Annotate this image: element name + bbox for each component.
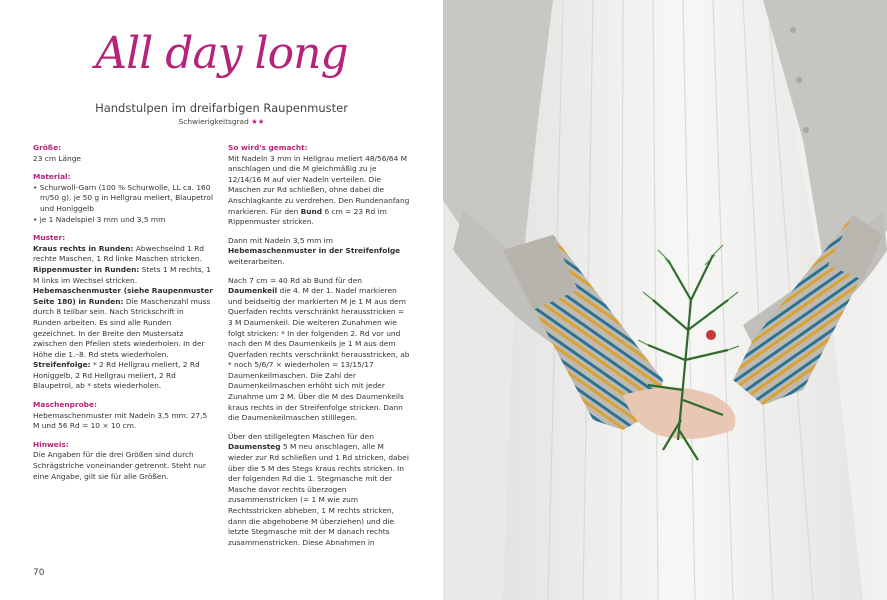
material-heading: Material: [33,172,71,182]
size-heading: Größe: [33,143,62,152]
pattern-kraus-text: Abwechselnd 1 Rd rechte Maschen, 1 Rd linke Maschen stricken. [33,243,204,264]
difficulty-label: Schwierigkeitsgrad [178,117,249,126]
hebemaschen-term: Hebemaschenmuster in der Streifenfolge [228,246,401,256]
pattern-ripp-text: Stets 1 M rechts, 1 M links im Wechsel stricken. [33,264,211,285]
product-photo [443,0,887,600]
pattern-stripes [33,360,213,392]
page-number: 70 [33,568,45,578]
pattern-ripp [33,265,213,286]
instructions-paragraph-1: Mit Nadeln 3 mm in Hellgrau meliert 48/56/64 M anschlagen und die M gleichmäßig zu je 12/14/16 M auf vier Nadeln verteilen. Die Maschen zur Rd schließen, ohne dabei die Anschlagkante zu verdrehen. Den Rundenanfang markieren. Für den Bund 6 cm = 23 Rd im Rippenmuster stricken. [228,153,410,227]
daumensteg-term: Daumensteg [228,442,281,452]
left-page [0,0,443,600]
pattern-stripes-label: Streifenfolge: [33,360,91,370]
pattern-kraus [33,244,213,265]
difficulty-rating [0,117,443,126]
pattern-hebe [33,286,213,360]
pattern-hebe-label: Hebemaschenmuster (siehe Raupenmuster Seite 180) in Runden: [33,286,213,306]
instructions-paragraph-2: Dann mit Nadeln 3,5 mm im Hebemaschenmuster in der Streifenfolge weiterarbeiten. [228,235,401,266]
instructions-paragraph-4: Über den stillgelegten Maschen für den Daumensteg 5 M neu anschlagen, alle M wieder zur Rd schließen und 1 Rd stricken, dabei über die 5 M des Stegs kraus rechts stricken. In der folgenden Rd die 1. Stegmasche mit der Masche davor rechts überzogen zusammenstricken (= 1 M wie zum Rechtsstricken abheben, 1 M rechts stricken, dann die abgehobene M überziehen) und die letzte Stegmasche mit der M danach rechts zusammenstricken. Diese Abnahmen in [228,431,409,547]
gauge-heading: Maschenprobe: [33,400,97,410]
pattern-kraus-label: Kraus rechts in Runden: [33,243,134,253]
material-item: • je 1 Nadelspiel 3 mm und 3,5 mm [33,214,166,224]
daumenkeil-term: Daumenkeil [228,286,278,296]
note-heading: Hinweis: [33,439,69,449]
note-text: Die Angaben für die drei Größen sind durch Schrägstriche voneinander getrennt. Steht nur eine Angabe, gilt sie für alle Größen. [33,450,206,481]
right-column [228,143,410,548]
instructions-heading: So wird's gemacht: [228,143,308,152]
instructions-paragraph-3: Nach 7 cm = 40 Rd ab Bund für den Daumenkeil die 4. M der 1. Nadel markieren und beidseitig der markierten M je 1 M aus dem Querfaden rechts verschränkt herausstricken = 3 M Daumenkeil. Die weiteren Zunahmen wie folgt stricken: * In der folgenden 2. Rd vor und nach den M des Daumenkeils je 1 M aus dem Querfaden rechts verschränkt herausstricken, ab * noch 5/6/7 × wiederholen = 13/15/17 Daumenkeilmaschen. Die Zahl der Daumenkeilmaschen erhöht sich mit jeder Zunahme um 2 M. Über die M des Daumenkeils kraus rechts in der Streifenfolge stricken. Dann die Daumenkeilmaschen stilllegen. [228,275,410,423]
difficulty-stars: ★★ [251,117,265,126]
pattern-stripes-text: * 2 Rd Hellgrau meliert, 2 Rd Honiggelb, 2 Rd Hellgrau meliert, 2 Rd Blaupetrol, ab * stets wiederholen. [33,360,200,391]
left-column [33,143,213,482]
pattern-hebe-text: Die Maschenzahl muss durch 8 teilbar sein. Nach Strickschrift in Runden arbeiten. Es sind alle Runden gezeichnet. In der Breite den Mustersatz zwischen den Pfeilen stets wiederholen. In der Höhe die 1.–8. Rd stets wiederholen. [33,296,211,359]
pattern-heading: Muster: [33,233,66,243]
page-title: All day long [95,28,348,79]
red-berry [706,330,716,340]
material-item: • Schurwoll-Garn (100 % Schurwolle, LL ca. 160 m/50 g), je 50 g in Hellgrau meliert, Blaupetrol und Honiggelb [33,182,214,213]
size-text: 23 cm Länge [33,153,81,163]
gauge-text: Hebemaschenmuster mit Nadeln 3,5 mm: 27,5 M und 56 Rd = 10 × 10 cm. [33,410,208,431]
bund-term: Bund [300,206,323,216]
subtitle: Handstulpen im dreifarbigen Raupenmuster [95,101,348,115]
pattern-ripp-label: Rippenmuster in Runden: [33,264,140,274]
